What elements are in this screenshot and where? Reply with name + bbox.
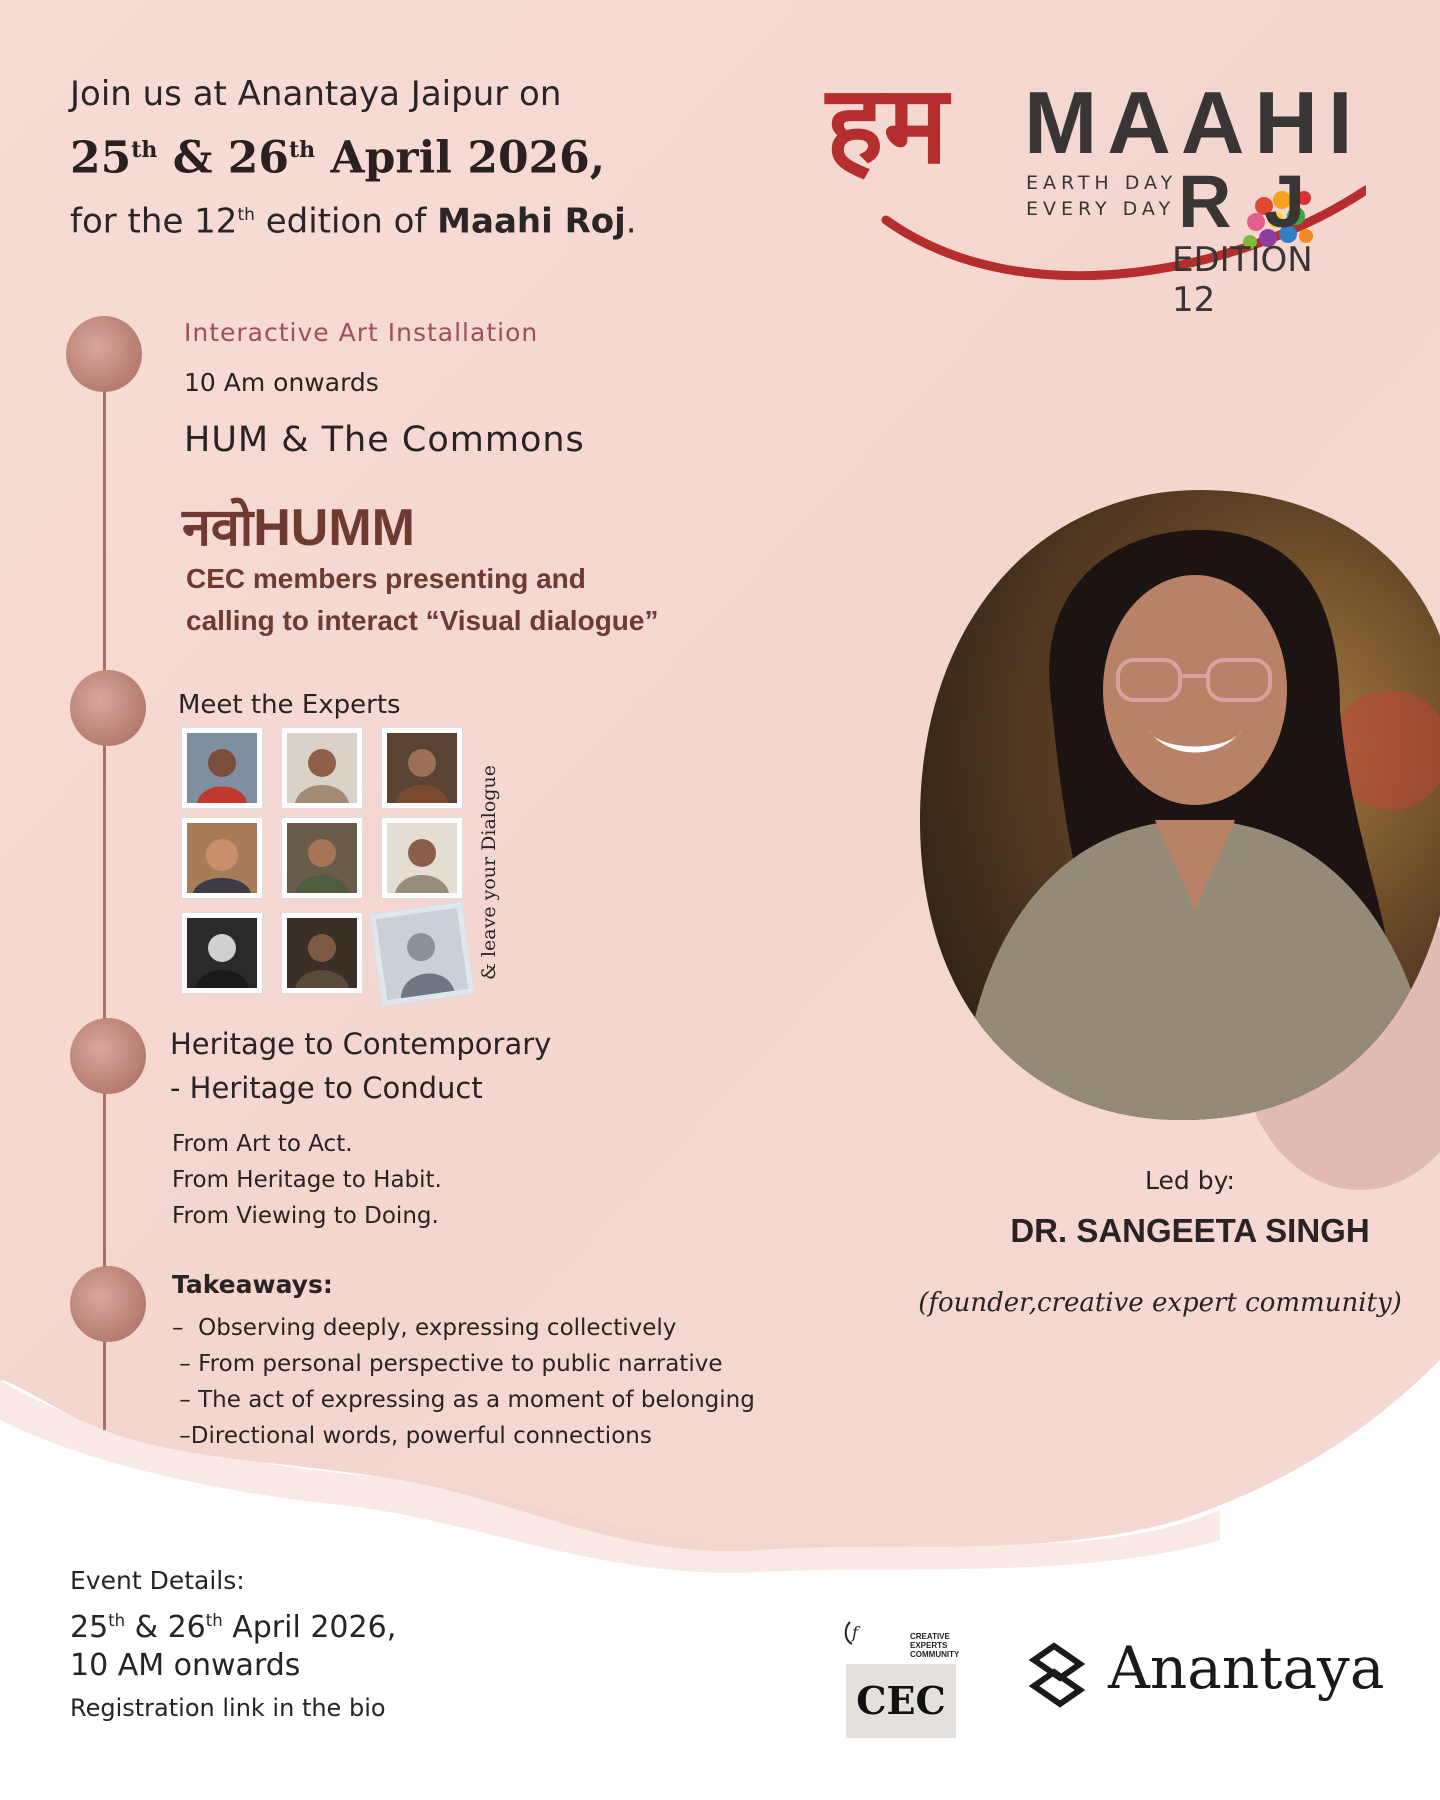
leader-portrait <box>920 490 1440 1120</box>
event-details-heading: Event Details: <box>70 1566 245 1595</box>
intro-dates: 25th & 26th April 2026, <box>70 132 606 184</box>
anantaya-mark-icon <box>1024 1640 1090 1710</box>
heritage-line: From Art to Act. <box>172 1131 353 1157</box>
expert-stamp-photo <box>282 818 362 898</box>
vintage-stamp-image <box>370 902 474 1006</box>
experts-title: Meet the Experts <box>178 690 401 720</box>
expert-stamp-photo <box>182 913 262 993</box>
timeline-dot-4 <box>70 1266 146 1342</box>
leader-role: (founder,creative expert community) <box>918 1288 1402 1318</box>
event-date: 25th & 26th April 2026, <box>70 1610 397 1645</box>
intro-line-1: Join us at Anantaya Jaipur on <box>70 74 562 114</box>
svg-text:f: f <box>852 1623 858 1642</box>
maahi-roj-logo <box>826 62 1366 320</box>
timeline-dot-1 <box>66 316 142 392</box>
expert-stamp-photo <box>182 818 262 898</box>
expert-stamp-photo <box>382 818 462 898</box>
heritage-lines <box>172 1126 442 1234</box>
leave-dialogue-note: & leave your Dialogue <box>478 765 500 980</box>
section-art-name: नवोHUMM <box>182 499 415 557</box>
expert-stamp-photo <box>382 728 462 808</box>
led-by-label: Led by: <box>1145 1166 1235 1195</box>
logo-hindi-text: हम <box>826 62 948 188</box>
timeline-dot-3 <box>70 1018 146 1094</box>
takeaways-title: Takeaways: <box>172 1270 333 1299</box>
heritage-line: From Viewing to Doing. <box>172 1203 439 1229</box>
heritage-title: Heritage to Contemporary - Heritage to Conduct <box>170 1027 552 1105</box>
expert-stamp-photo <box>182 728 262 808</box>
leader-name: DR. SANGEETA SINGH <box>1010 1212 1370 1249</box>
takeaway-item: –Directional words, powerful connections <box>172 1423 652 1449</box>
event-time: 10 AM onwards <box>70 1648 301 1683</box>
cec-small-text: CREATIVE EXPERTS COMMUNITY <box>910 1632 960 1659</box>
takeaway-item: – Observing deeply, expressing collectively <box>172 1315 677 1341</box>
sponsor-small-logo-icon <box>842 1618 870 1648</box>
logo-tagline: EARTH DAY EVERY DAY <box>1026 172 1178 220</box>
cec-logo: CEC <box>846 1664 956 1738</box>
timeline-dot-2 <box>70 670 146 746</box>
section-art-description: CEC members presenting and calling to interact “Visual dialogue” <box>186 563 659 636</box>
registration-note: Registration link in the bio <box>70 1694 386 1722</box>
expert-stamp-photo <box>282 728 362 808</box>
takeaway-item: – From personal perspective to public narrative <box>172 1351 723 1377</box>
takeaways-list <box>172 1310 755 1454</box>
intro-line-3: for the 12th edition of Maahi Roj. <box>70 200 637 241</box>
heritage-line: From Heritage to Habit. <box>172 1167 442 1193</box>
event-details-date <box>70 1602 396 1685</box>
logo-roj: R J <box>1178 160 1312 243</box>
logo-maahi: MAAHI <box>1024 73 1363 172</box>
logo-edition: EDITION 12 <box>1172 240 1313 320</box>
section-art-time: 10 Am onwards <box>184 368 379 397</box>
intro-text <box>70 66 637 249</box>
section-art-label: Interactive Art Installation <box>184 318 539 347</box>
section-art-title: HUM & The Commons <box>184 420 585 460</box>
takeaway-item: – The act of expressing as a moment of belonging <box>172 1387 755 1413</box>
expert-stamp-photo <box>282 913 362 993</box>
anantaya-logo-text: Anantaya <box>1108 1634 1385 1702</box>
